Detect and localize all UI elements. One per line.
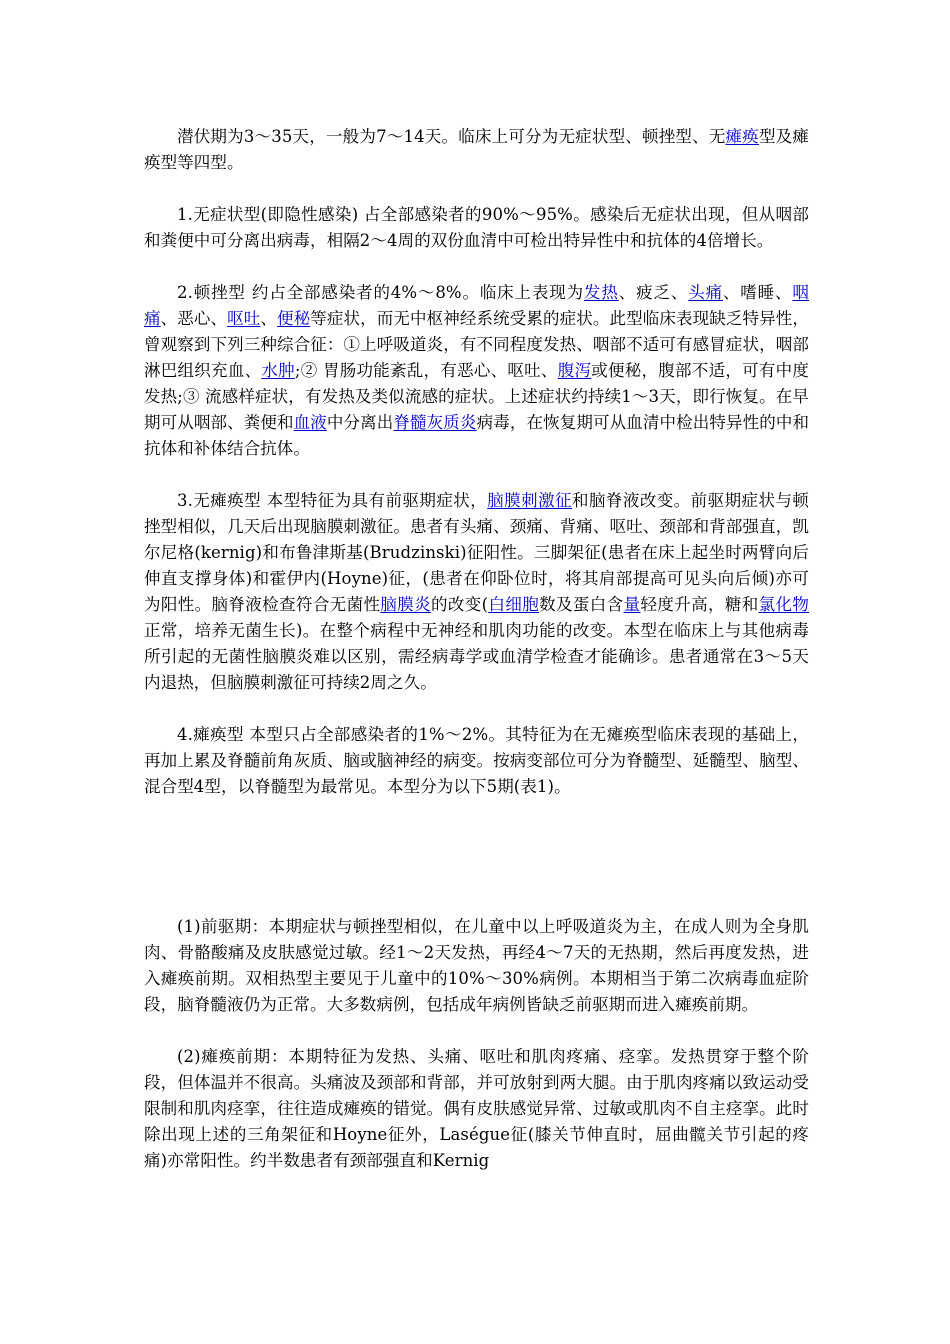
paragraph-text: 2.顿挫型 约占全部感染者的4%～8%。临床上表现为 <box>177 283 584 302</box>
paragraph-text: 等症状，而无中枢神经系统受累的症状。此型临床表现缺乏特异性，曾观察到下列三种综合征：①上呼吸道炎，有不同程度发热、咽部不适可有感冒症状，咽部淋巴组织充血、 <box>144 309 809 380</box>
paragraph-text: 潜伏期为3～35天，一般为7～14天。临床上可分为无症状型、顿挫型、无 <box>177 127 726 146</box>
term-link[interactable]: 发热 <box>584 283 619 302</box>
term-link[interactable]: 呕吐 <box>227 309 261 328</box>
paragraph-text: 、疲乏、 <box>618 283 689 302</box>
paragraph-text: 的改变( <box>431 595 489 614</box>
paragraph <box>144 722 809 800</box>
paragraph-text: 数及蛋白含 <box>539 595 624 614</box>
paragraph-text: ;② 胃肠功能紊乱，有恶心、呕吐、 <box>294 361 558 380</box>
paragraph-text: 4.瘫痪型 本型只占全部感染者的1%～2%。其特征为在无瘫痪型临床表现的基础上，再加上累及脊髓前角灰质、脑或脑神经的病变。按病变部位可分为脊髓型、延髓型、脑型、混合型4型，以脊髓型为最常见。本型分为以下5期(表1)。 <box>144 725 809 796</box>
term-link[interactable]: 氯化物 <box>758 595 810 614</box>
paragraph-text: (1)前驱期：本期症状与顿挫型相似，在儿童中以上呼吸道炎为主，在成人则为全身肌肉、骨骼酸痛及皮肤感觉过敏。经1～2天发热，再经4～7天的无热期，然后再度发热，进入瘫痪前期。双相热型主要见于儿童中的10%～30%病例。本期相当于第二次病毒血症阶段，脑脊髓液仍为正常。大多数病例，包括成年病例皆缺乏前驱期而进入瘫痪前期。 <box>144 917 809 1014</box>
paragraph <box>144 202 809 254</box>
document-body <box>144 124 809 1200</box>
paragraph-text: 、嗜睡、 <box>722 283 793 302</box>
blank-space <box>144 826 809 914</box>
paragraph-text: 、恶心、 <box>160 309 228 328</box>
term-link[interactable]: 脑膜刺激征 <box>487 491 572 510</box>
term-link[interactable]: 白细胞 <box>488 595 540 614</box>
term-link[interactable]: 水肿 <box>261 361 295 380</box>
paragraph <box>144 280 809 462</box>
term-link[interactable]: 脊髓灰质炎 <box>393 413 477 432</box>
term-link[interactable]: 瘫痪 <box>725 127 759 146</box>
paragraph-text: 、 <box>260 309 277 328</box>
paragraph-text: 轻度升高，糖和 <box>640 595 759 614</box>
paragraph-text: 病毒，在恢复期可从血清中检出特异性的中和抗体和补体结合抗体。 <box>144 413 810 458</box>
paragraph-text: 和脑脊液改变。前驱期症状与顿挫型相似，几天后出现脑膜刺激征。患者有头痛、颈痛、背痛、呕吐、颈部和背部强直，凯尔尼格(kernig)和布鲁津斯基(Brudzinski)征阳性。三脚架征(患者在床上起坐时两臂向后伸直支撑身体)和霍伊内(Hoyne)征，(患者在仰卧位时，将其肩部提高可见头向后倾)亦可为阳性。脑脊液检查符合无菌性 <box>144 491 810 614</box>
paragraph-text: 型及瘫痪型等四型。 <box>144 127 809 172</box>
paragraph <box>144 914 809 1018</box>
paragraph-text: 3.无瘫痪型 本型特征为具有前驱期症状， <box>177 491 488 510</box>
term-link[interactable]: 血液 <box>293 413 327 432</box>
paragraph-text: 或便秘，腹部不适，可有中度发热;③ 流感样症状，有发热及类似流感的症状。上述症状约持续1～3天，即行恢复。在早期可从咽部、粪便和 <box>144 361 809 432</box>
term-link[interactable]: 咽痛 <box>144 283 810 328</box>
paragraph-text: 中分离出 <box>326 413 394 432</box>
term-link[interactable]: 腹泻 <box>557 361 592 380</box>
paragraph-text: 正常，培养无菌生长)。在整个病程中无神经和肌肉功能的改变。本型在临床上与其他病毒所引起的无菌性脑膜炎难以区别，需经病毒学或血清学检查才能确诊。患者通常在3～5天内退热，但脑膜刺激征可持续2周之久。 <box>144 621 809 692</box>
term-link[interactable]: 脑膜炎 <box>380 595 432 614</box>
paragraph <box>144 124 809 176</box>
term-link[interactable]: 便秘 <box>277 309 311 328</box>
term-link[interactable]: 头痛 <box>688 283 723 302</box>
term-link[interactable]: 量 <box>623 595 641 614</box>
paragraph <box>144 488 809 696</box>
paragraph <box>144 1044 809 1174</box>
paragraph-text: (2)瘫痪前期：本期特征为发热、头痛、呕吐和肌肉疼痛、痉挛。发热贯穿于整个阶段，但体温并不很高。头痛波及颈部和背部，并可放射到两大腿。由于肌肉疼痛以致运动受限制和肌肉痉挛，往往造成瘫痪的错觉。偶有皮肤感觉异常、过敏或肌肉不自主痉挛。此时除出现上述的三角架征和Hoyne征外，Laségue征(膝关节伸直时，屈曲髋关节引起的疼痛)亦常阳性。约半数患者有颈部强直和Kernig <box>144 1047 809 1170</box>
paragraph-text: 1.无症状型(即隐性感染) 占全部感染者的90%～95%。感染后无症状出现，但从咽部和粪便中可分离出病毒，相隔2～4周的双份血清中可检出特异性中和抗体的4倍增长。 <box>144 205 809 250</box>
